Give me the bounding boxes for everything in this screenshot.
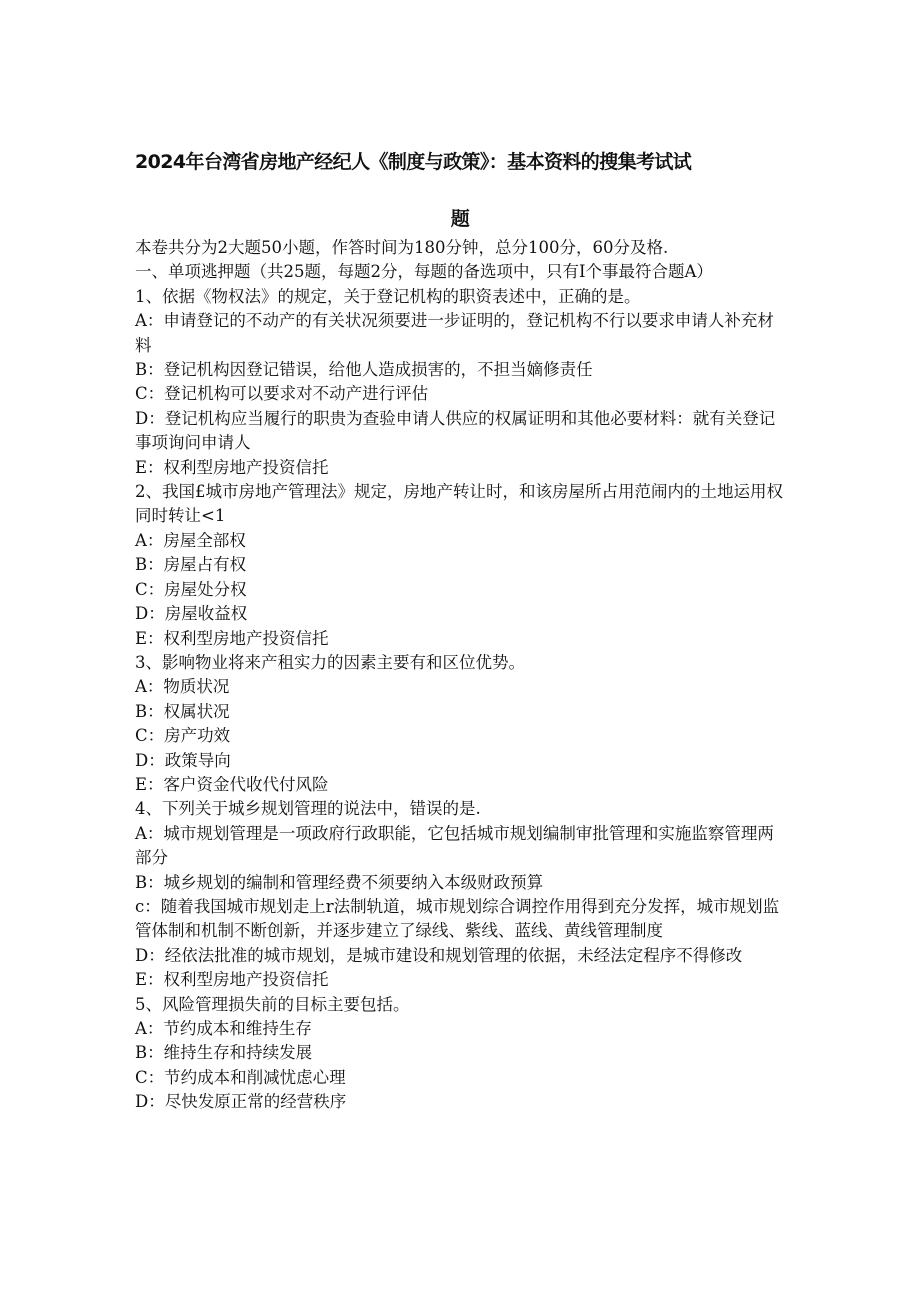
option-d: D：登记机构应当履行的职贵为查验申请人供应的权属证明和其他必要材料：就有关登记事项询问申请人 xyxy=(135,408,776,453)
option-e: E：权利型房地产投资信托 xyxy=(135,457,329,477)
option-c: c：随着我国城市规划走上r法制轨道，城市规划综合调控作用得到充分发挥，城市规划监管体制和机制不断创新，并逐步建立了绿线、紫线、蓝线、黄线管理制度 xyxy=(135,896,780,941)
option-c: C：节约成本和削减忧虑心理 xyxy=(135,1067,346,1087)
document-title-line-1: 2024年台湾省房地产经纪人《制度与政策》：基本资料的搜集考试试 xyxy=(135,151,692,173)
question-3 xyxy=(135,651,785,797)
option-b: B：房屋占有权 xyxy=(135,555,247,575)
option-a: A：城市规划管理是一项政府行政职能，它包括城市规划编制审批管理和实施监察管理两部分 xyxy=(135,823,774,868)
document-body xyxy=(135,236,785,1115)
option-a: A：物质状况 xyxy=(135,677,230,697)
option-d: D：房屋收益权 xyxy=(135,604,248,624)
question-stem: 5、风险管理损失前的目标主要包括。 xyxy=(135,994,410,1014)
question-stem: 2、我国£城市房地产管理法》规定，房地产转让时，和该房屋所占用范闹内的土地运用权同时转让<1 xyxy=(135,482,783,526)
option-e: E：客户资金代收代付风险 xyxy=(135,774,329,794)
option-b: B：登记机构因登记错误，给他人造成损害的，不担当嫡修责任 xyxy=(135,360,593,380)
option-b: B：权属状况 xyxy=(135,701,230,721)
question-1 xyxy=(135,285,785,480)
option-c: C：登记机构可以要求对不动产进行评估 xyxy=(135,384,429,404)
question-stem: 4、下列关于城乡规划管理的说法中，错误的是. xyxy=(135,799,481,819)
question-stem: 1、依据《物权法》的规定，关于登记机构的职资表述中，正确的是。 xyxy=(135,286,641,306)
option-a: A：节约成本和维持生存 xyxy=(135,1019,312,1038)
option-d: D：经依法批准的城市规划，是城市建设和规划管理的依据，未经法定程序不得修改 xyxy=(135,945,743,965)
option-a: A：申请登记的不动产的有关状况须要进一步证明的，登记机构不行以要求申请人补充材料 xyxy=(135,311,774,355)
question-stem: 3、影响物业将来产租实力的因素主要有和区位优势。 xyxy=(135,652,525,672)
option-c: C：房产功效 xyxy=(135,726,231,746)
option-e: E：权利型房地产投资信托 xyxy=(135,970,329,990)
option-b: B：维持生存和持续发展 xyxy=(135,1043,313,1063)
option-d: D：尽快发原正常的经营秩序 xyxy=(135,1092,347,1112)
option-c: C：房屋处分权 xyxy=(135,579,247,599)
option-a: A：房屋全部权 xyxy=(135,530,246,550)
option-b: B：城乡规划的编制和管理经费不须要纳入本级财政预算 xyxy=(135,872,544,892)
question-5 xyxy=(135,993,785,1115)
option-d: D：政策导向 xyxy=(135,750,231,770)
document-title-line-2: 题 xyxy=(450,208,470,230)
option-e: E：权利型房地产投资信托 xyxy=(135,628,329,648)
question-2 xyxy=(135,480,785,651)
question-4 xyxy=(135,797,785,992)
section-heading: 一、单项逃押题（共25题，每题2分，每题的备选项中，只有I个事最符合题A） xyxy=(135,262,713,282)
exam-intro: 本卷共分为2大题50小题，作答时间为180分钟，总分100分，60分及格. xyxy=(135,238,669,257)
